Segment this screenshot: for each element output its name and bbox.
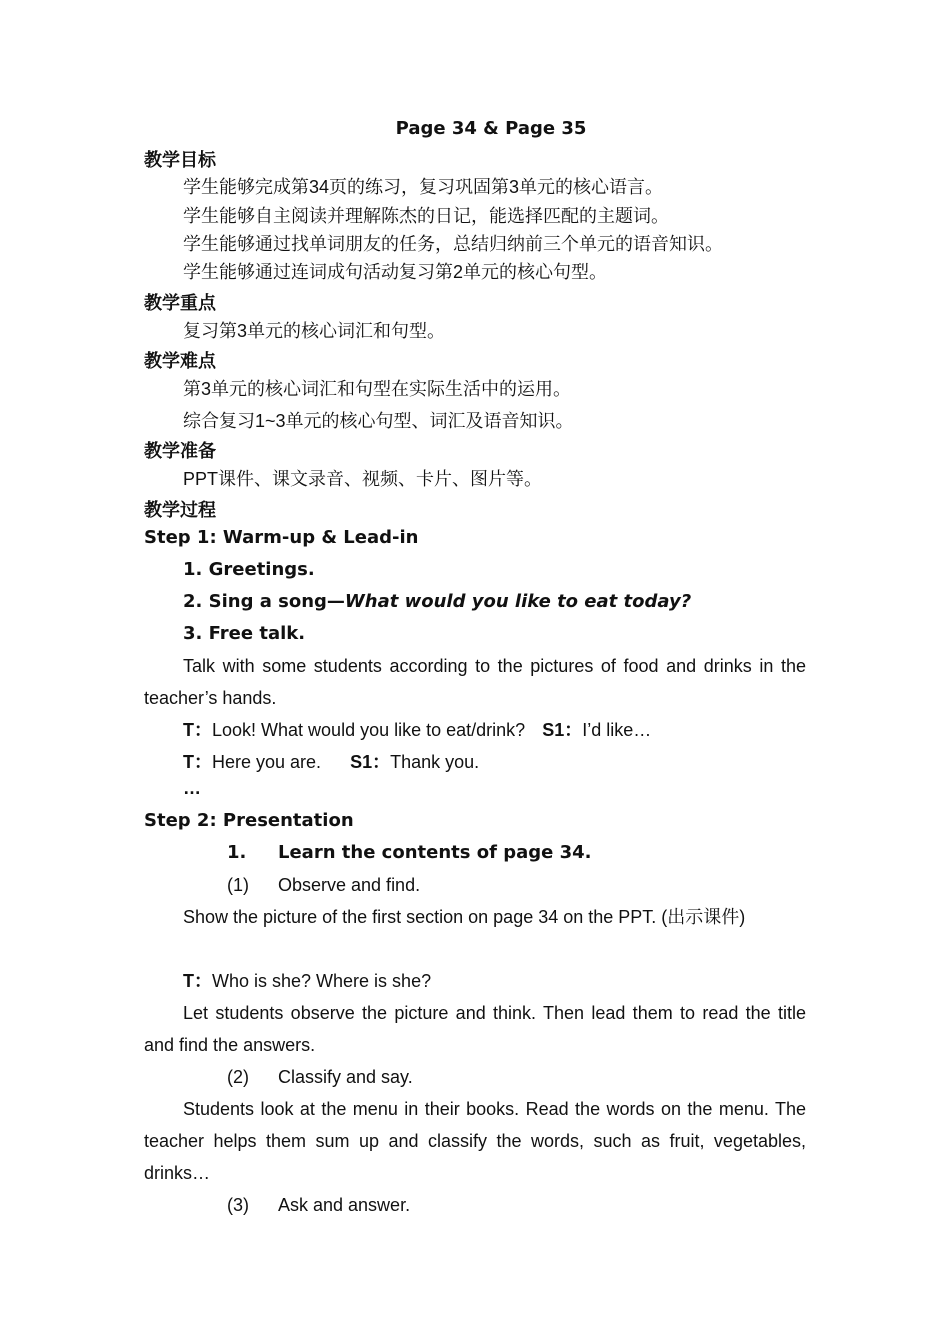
- objective-item: 学生能够自主阅读并理解陈杰的日记，能选择匹配的主题词。: [183, 206, 669, 226]
- page-title: Page 34 & Page 35: [395, 118, 587, 139]
- key-point-item: 复习第3单元的核心词汇和句型。: [183, 321, 446, 341]
- objectives-heading: 教学目标: [144, 150, 216, 170]
- sub-number: (3): [227, 1195, 249, 1215]
- sub1-question: [183, 969, 431, 993]
- dialog-line-2: [183, 750, 479, 774]
- sub-number: (1): [227, 875, 249, 895]
- step1-item-song: [183, 590, 691, 614]
- speaker-s1: S1：: [350, 752, 391, 772]
- sub2-description: Students look at the menu in their books. Read the words on the menu. The teacher helps them sum up and classify the words, such as fruit, vegetables, drinks…: [144, 1099, 806, 1183]
- objective-item: 学生能够通过连词成句活动复习第2单元的核心句型。: [183, 262, 608, 282]
- item-number: 1.: [227, 842, 247, 863]
- step2-sub-3: [227, 1193, 410, 1217]
- sub1-description: Show the picture of the first section on page 34 on the PPT. (出示课件): [183, 907, 746, 927]
- question-text: Who is she? Where is she?: [212, 971, 432, 991]
- speaker-t: T：: [183, 971, 212, 991]
- difficulty-item: 第3单元的核心词汇和句型在实际生活中的运用。: [183, 379, 572, 399]
- objective-item: 学生能够完成第34页的练习，复习巩固第3单元的核心语言。: [183, 177, 664, 197]
- sub1-description-2: Let students observe the picture and think. Then lead them to read the title and find the answers.: [144, 1003, 806, 1055]
- step2-sub-2: [227, 1065, 413, 1089]
- sub-number: (2): [227, 1067, 249, 1087]
- sub-text: Classify and say.: [278, 1067, 413, 1087]
- step2-sub-1: [227, 873, 420, 897]
- difficulties-heading: 教学难点: [144, 351, 216, 371]
- objective-item: 学生能够通过找单词朋友的任务，总结归纳前三个单元的语音知识。: [183, 234, 723, 254]
- song-title: What would you like to eat today?: [344, 591, 692, 612]
- key-points-heading: 教学重点: [144, 293, 216, 313]
- preparation-heading: 教学准备: [144, 441, 216, 461]
- step1-item-greetings: 1. Greetings.: [183, 559, 315, 580]
- preparation-item: PPT课件、课文录音、视频、卡片、图片等。: [183, 469, 543, 489]
- dialog-ellipsis: …: [183, 778, 201, 798]
- dialog-text: Here you are.: [212, 752, 322, 772]
- step1-title: Step 1: Warm-up & Lead-in: [144, 527, 419, 548]
- song-prefix: 2. Sing a song—: [183, 591, 345, 612]
- speaker-s1: S1：: [542, 720, 583, 740]
- difficulty-item: 综合复习1~3单元的核心句型、词汇及语音知识。: [183, 411, 574, 431]
- dialog-text: I’d like…: [582, 720, 652, 740]
- process-heading: 教学过程: [144, 500, 216, 520]
- sub-text: Ask and answer.: [278, 1195, 411, 1215]
- step2-title: Step 2: Presentation: [144, 810, 354, 831]
- speaker-t: T：: [183, 720, 212, 740]
- dialog-line-1: [183, 718, 651, 742]
- dialog-text: Look! What would you like to eat/drink?: [212, 720, 526, 740]
- step2-item-1: [227, 841, 591, 865]
- dialog-text: Thank you.: [390, 752, 480, 772]
- free-talk-paragraph: Talk with some students according to the pictures of food and drinks in the teacher’s hands.: [144, 656, 806, 708]
- sub-text: Observe and find.: [278, 875, 421, 895]
- speaker-t: T：: [183, 752, 212, 772]
- step1-item-free-talk: 3. Free talk.: [183, 623, 306, 644]
- item-text: Learn the contents of page 34.: [278, 842, 592, 863]
